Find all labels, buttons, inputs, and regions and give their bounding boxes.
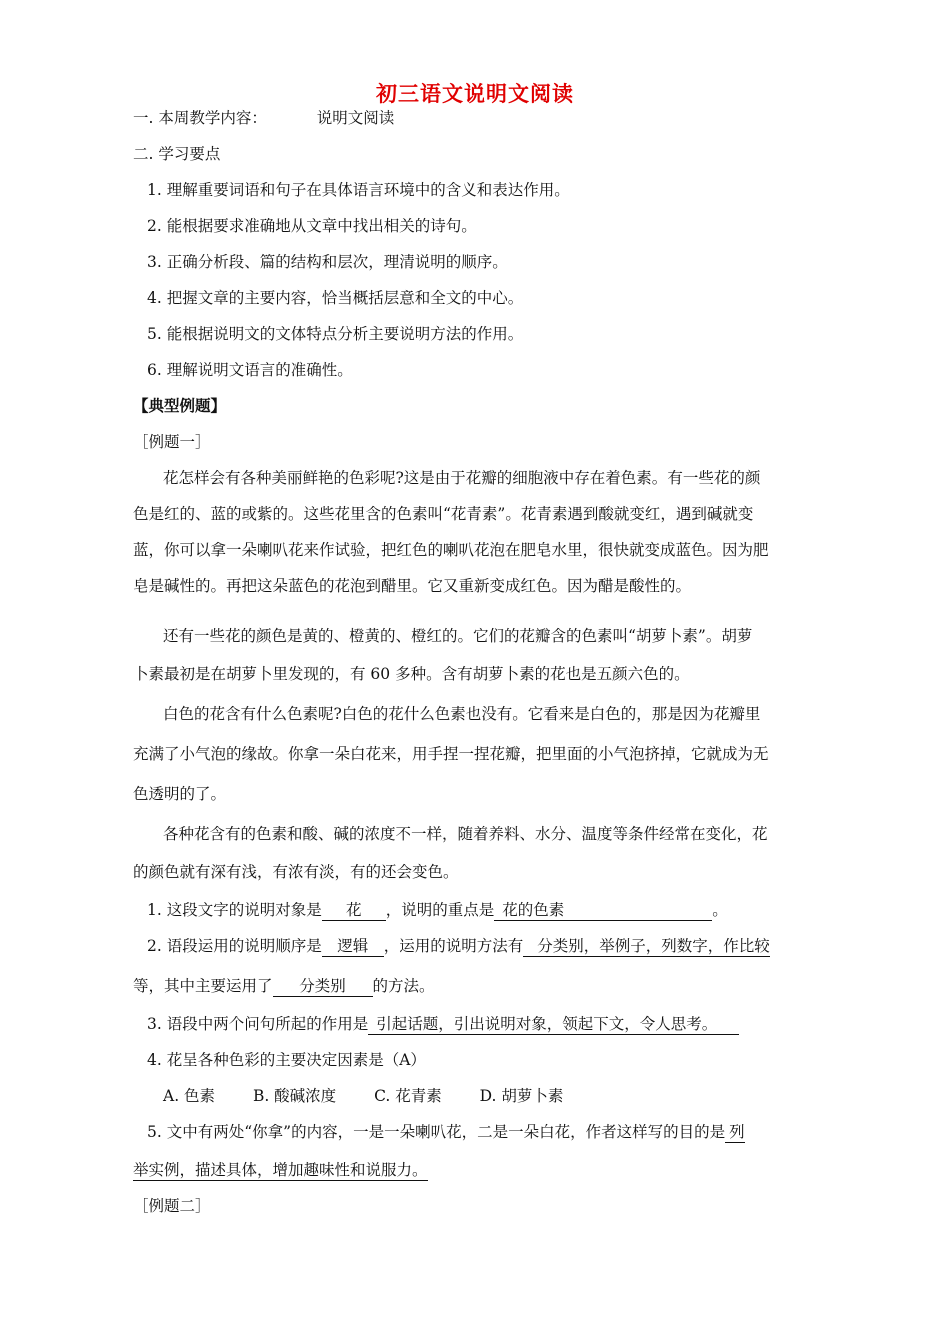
question-2b-end: 的方法。 — [372, 977, 435, 995]
learning-point-6: 6. 理解说明文语言的准确性。 — [147, 361, 353, 379]
section-1-label: 一. 本周教学内容： — [133, 109, 267, 127]
passage-p1-line2: 色是红的、蓝的或紫的。这些花里含的色素叫“花青素”。花青素遇到酸就变红，遇到碱就变 — [133, 505, 754, 523]
question-2-answer-methods: 分类别，举例子，列数字，作比较 — [523, 936, 770, 957]
question-1-end: 。 — [712, 901, 728, 919]
passage-p2-line2: 卜素最初是在胡萝卜里发现的，有 60 多种。含有胡萝卜素的花也是五颜六色的。 — [133, 665, 690, 683]
learning-point-3: 3. 正确分析段、篇的结构和层次，理清说明的顺序。 — [147, 253, 508, 271]
question-5-prompt: 5. 文中有两处“你拿”的内容，一是一朵喇叭花，二是一朵白花，作者这样写的目的是 — [147, 1123, 726, 1141]
question-1-answer-subject: 花 — [322, 900, 386, 921]
question-2-answer-order: 逻辑 — [322, 936, 384, 957]
question-5-answer-start: 列 — [725, 1122, 745, 1143]
learning-point-5: 5. 能根据说明文的文体特点分析主要说明方法的作用。 — [147, 325, 524, 343]
question-1-answer-focus: 花的色素 — [494, 900, 712, 921]
passage-p3-line2: 充满了小气泡的缘故。你拿一朵白花来，用手捏一捏花瓣，把里面的小气泡挤掉，它就成为无 — [133, 745, 769, 763]
question-2-prompt: 2. 语段运用的说明顺序是 — [147, 937, 322, 955]
question-5-continued — [133, 1159, 428, 1181]
learning-point-1: 1. 理解重要词语和句子在具体语言环境中的含义和表达作用。 — [147, 181, 570, 199]
passage-p1-line1: 花怎样会有各种美丽鲜艳的色彩呢?这是由于花瓣的细胞液中存在着色素。有一些花的颜 — [163, 469, 761, 487]
passage-p2-line1: 还有一些花的颜色是黄的、橙黄的、橙红的。它们的花瓣含的色素叫“胡萝卜素”。胡萝 — [163, 627, 753, 645]
question-2b-prompt: 等，其中主要运用了 — [133, 977, 273, 995]
example-1-label: ［例题一］ — [133, 433, 211, 451]
option-c: C. 花青素 — [374, 1087, 442, 1105]
option-d: D. 胡萝卜素 — [479, 1087, 564, 1105]
question-2-continued — [133, 975, 435, 997]
option-a: A. 色素 — [163, 1087, 216, 1105]
passage-p3-line1: 白色的花含有什么色素呢?白色的花什么色素也没有。它看来是白色的，那是因为花瓣里 — [163, 705, 761, 723]
question-3-answer: 引起话题，引出说明对象，领起下文，令人思考。 — [368, 1014, 739, 1035]
passage-p1-line3: 蓝，你可以拿一朵喇叭花来作试验，把红色的喇叭花泡在肥皂水里，很快就变成蓝色。因为肥 — [133, 541, 769, 559]
section-1-value: 说明文阅读 — [316, 109, 395, 127]
page-title: 初三语文说明文阅读 — [376, 82, 574, 106]
example-2-label: ［例题二］ — [133, 1197, 211, 1215]
option-b: B. 酸碱浓度 — [252, 1087, 337, 1105]
section-2-label: 二. 学习要点 — [133, 145, 221, 163]
question-5-answer-rest: 举实例，描述具体，增加趣味性和说服力。 — [133, 1161, 428, 1179]
examples-heading: 【典型例题】 — [133, 397, 227, 415]
question-2b-answer: 分类别 — [273, 976, 373, 997]
question-5 — [147, 1121, 745, 1143]
question-1-prompt: 1. 这段文字的说明对象是 — [147, 901, 322, 919]
section-1 — [133, 107, 394, 129]
learning-point-4: 4. 把握文章的主要内容，恰当概括层意和全文的中心。 — [147, 289, 524, 307]
passage-p4-line2: 的颜色就有深有浅，有浓有淡，有的还会变色。 — [133, 863, 459, 881]
question-4: 4. 花呈各种色彩的主要决定因素是（A） — [147, 1051, 426, 1069]
question-4-options — [163, 1085, 563, 1107]
question-1 — [147, 899, 728, 921]
passage-p4-line1: 各种花含有的色素和酸、碱的浓度不一样，随着养料、水分、温度等条件经常在变化，花 — [163, 825, 768, 843]
question-3 — [147, 1013, 739, 1035]
question-2 — [147, 935, 770, 957]
question-1-prompt-2: ，说明的重点是 — [385, 901, 495, 919]
question-2-prompt-2: ，运用的说明方法有 — [383, 937, 524, 955]
passage-p3-line3: 色透明的了。 — [133, 785, 227, 803]
passage-p1-line4: 皂是碱性的。再把这朵蓝色的花泡到醋里。它又重新变成红色。因为醋是酸性的。 — [133, 577, 692, 595]
learning-point-2: 2. 能根据要求准确地从文章中找出相关的诗句。 — [147, 217, 477, 235]
question-3-prompt: 3. 语段中两个问句所起的作用是 — [147, 1015, 369, 1033]
